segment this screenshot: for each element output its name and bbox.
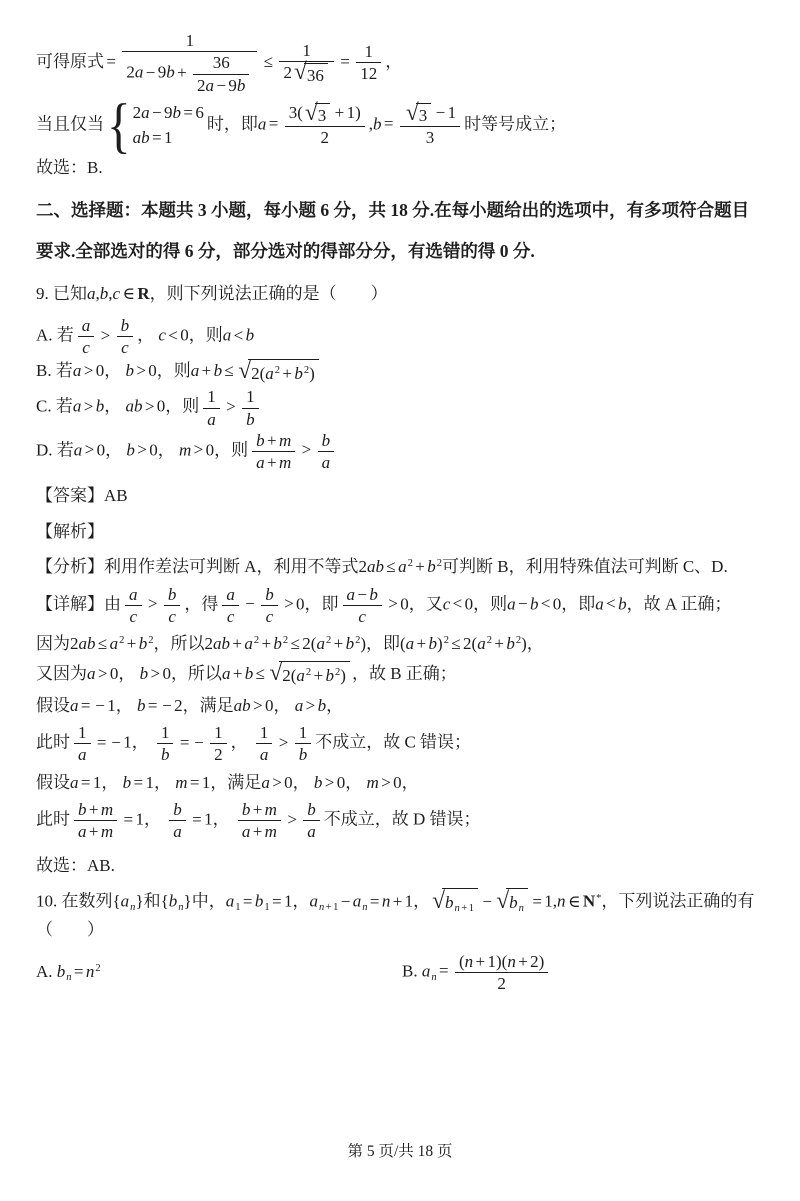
- q9-conclusion: 故选：AB.: [36, 855, 115, 875]
- q9-detail-c2: 此时 $\frac{1}{a}$ = − 1， $\frac{1}{b}$ = − $\frac{1}{2}$ ， $\frac{1}{a}$ > $\frac{1}{b}$ 不成立，故 C 错误；: [36, 723, 472, 765]
- radical-sign: √: [432, 887, 446, 914]
- q10-options-row: [36, 951, 764, 995]
- q9-analysis-label: 【解析】: [36, 521, 104, 541]
- radical-sign: √: [496, 887, 510, 914]
- q9-option-d: D. 若a > 0， b > 0， m > 0，则 $\frac{b + m}{a + m}$ > $\frac{b}{a}$: [36, 430, 764, 474]
- q9-stem: 9. 已知a,b,c ∈ R，则下列说法正确的是（ ）: [36, 284, 388, 304]
- section2-header: 二、选择题：本题共 3 小题，每小题 6 分，共 18 分.在每小题给出的选项中，有多项符合题目要求.全部选对的得 6 分，部分选对的得部分分，有选错的得 0 分.: [36, 200, 750, 261]
- page-footer: 第 5 页/共 18 页: [347, 1142, 453, 1160]
- q9-detail-a: 【详解】由 $\frac{a}{c}$ > $\frac{b}{c}$ ，得 $\frac{a}{c}$ − $\frac{b}{c}$ > 0，即 $\frac{a - b}{c}$ > 0，又c < 0，则a − b < 0，即a < b，故 A 正确；: [36, 584, 732, 627]
- q9-analysis: 【分析】利用作差法可判断 A，利用不等式$2ab \le a^2 + b^2$可判断 B，利用特殊值法可判断 C、D.: [36, 557, 728, 577]
- q9-option-a: A. 若 $\frac{a}{c}$ > $\frac{b}{c}$ ， c < 0，则a < b: [36, 315, 255, 358]
- radical-sign: √: [269, 659, 283, 686]
- q10-stem: 10. 在数列$\{a_n\}$和$\{b_n\}$中，$a_1 = b_1 = 1$，$a_{n+1} - a_n = n + 1$， √ $b_{n+1}$ − √ $b_n$ = 1,n ∈ N*，下列说法正确的有（ ）: [36, 887, 755, 940]
- q9-detail-b1: 因为$2ab \le a^2 + b^2$，所以$2ab + a^2 + b^2 \le 2(a^2 + b^2)$，即$(a + b)^2 \le 2(a^2 + b^2)$，: [36, 634, 544, 654]
- radical-sign: √: [238, 357, 252, 384]
- q10-option-b: B. $a_n$ = $\frac{(n + 1)(n + 2)}{2}$: [402, 951, 552, 995]
- q9-option-b: B. 若a > 0， b > 0，则a + b ≤ √ $2(a^2 + b^2)$: [36, 358, 764, 386]
- solution8-expression-line: 可得原式 = 1 2a − 9b + $\frac{36}{2a - 9b}$ ≤ 1 2 √ 36 = $\frac{1}{12}$ ，: [36, 31, 403, 95]
- radical-sign: √: [304, 99, 318, 126]
- q9-detail-d2: 此时 $\frac{b + m}{a + m}$ = 1， $\frac{b}{a}$ = 1， $\frac{b + m}{a + m}$ > $\frac{b}{a}$ 不成立，故 D 错误；: [36, 800, 481, 842]
- cases-brace: {: [107, 90, 131, 160]
- q9-detail-d1: 假设a = 1， b = 1， m = 1，满足a > 0， b > 0， m > 0，: [36, 772, 419, 792]
- solution8-equality-condition-line: 当且仅当 { 2a − 9b = 6 ab = 1 时，即a = 3( √ 3 + 1) 2 ,b = √ 3 − 1 3 时等号成立；: [36, 90, 567, 160]
- q9-option-c: C. 若a > b， ab > 0，则 $\frac{1}{a}$ > $\frac{1}{b}$: [36, 386, 764, 430]
- q10-option-a: A. $b_n = n^2$: [36, 961, 101, 984]
- q9-detail-b2: 又因为a > 0， b > 0，所以a + b ≤ √ $2(a^2 + b^2)$ ，故 B 正确；: [36, 661, 764, 689]
- q9-detail-c1: 假设a = − 1， b = − 2，满足ab > 0， a > b，: [36, 695, 344, 715]
- radical-sign: √: [405, 99, 419, 126]
- solution8-conclusion: 故选：B.: [36, 157, 103, 177]
- q9-answer: 【答案】AB: [36, 486, 128, 506]
- radical-sign: √: [293, 59, 307, 86]
